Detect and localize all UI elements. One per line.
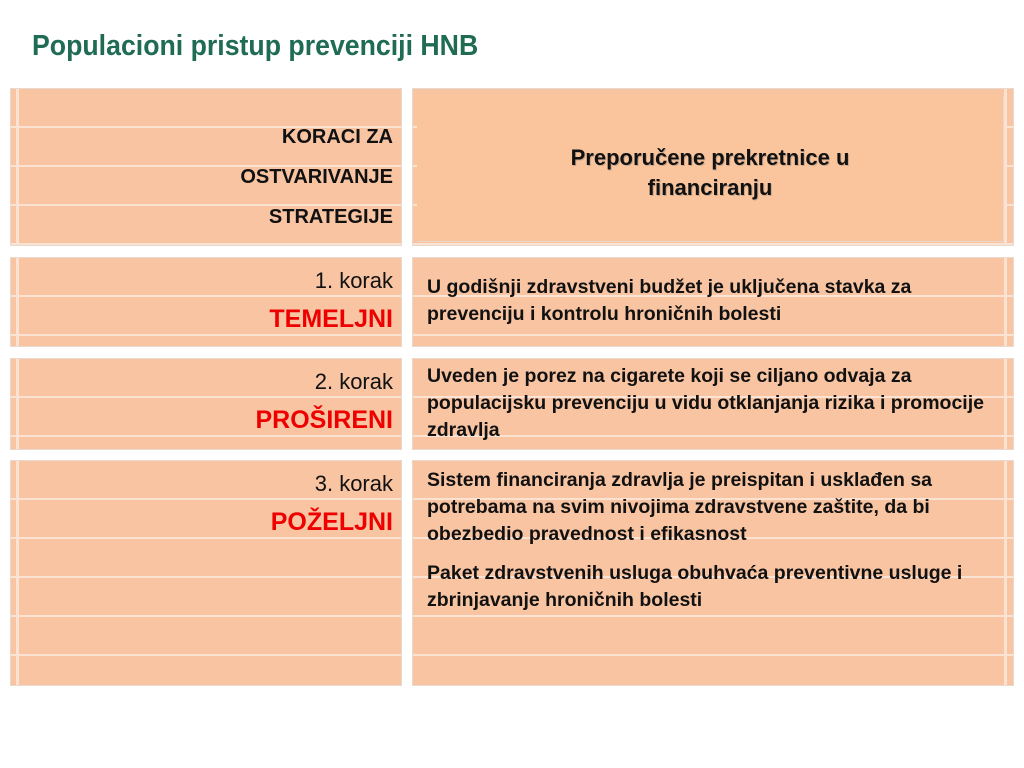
step-2-milestones: [412, 358, 1014, 450]
header-milestones-box: [417, 95, 1003, 241]
step-number: 2. korak: [314, 369, 393, 394]
milestone-text: U godišnji zdravstveni budžet je uključena stavka za prevenciju i kontrolu hroničnih bolesti: [427, 276, 912, 325]
milestone-text: Sistem financiranja zdravlja je preispitan i usklađen sa potrebama na svim nivojima zdravstvene zaštite, da bi obezbedio pravednost i efikasnost: [427, 469, 933, 545]
header-milestones-line: Preporučene prekretnice u: [570, 145, 850, 170]
page-title: Populacioni pristup prevenciji HNB: [32, 30, 479, 62]
header-steps-line: KORACI ZA: [281, 126, 393, 148]
header-steps-line: OSTVARIVANJE: [240, 166, 393, 188]
step-level: PROŠIRENI: [255, 406, 393, 434]
milestone-text: Paket zdravstvenih usluga obuhvaća preventivne usluge i zbrinjavanje hroničnih bolesti: [427, 562, 963, 611]
milestone-text: Uveden je porez na cigarete koji se ciljano odvaja za populacijsku prevenciju u vidu otklanjanja rizika i promocije zdravlja: [427, 365, 984, 441]
header-steps-line: STRATEGIJE: [268, 206, 393, 228]
step-level: TEMELJNI: [269, 305, 393, 333]
step-3-cell: [10, 460, 402, 686]
header-milestones-line: financiranju: [647, 175, 773, 200]
step-number: 3. korak: [314, 471, 393, 496]
step-level: POŽELJNI: [270, 508, 393, 536]
step-1-cell: [10, 257, 402, 347]
header-steps-cell: [10, 88, 402, 246]
step-2-cell: [10, 358, 402, 450]
header-milestones-title: [417, 143, 1003, 203]
step-3-milestones: [412, 460, 1014, 686]
header-milestones-cell: [412, 88, 1014, 246]
step-1-milestones: [412, 257, 1014, 347]
step-number: 1. korak: [314, 268, 393, 293]
